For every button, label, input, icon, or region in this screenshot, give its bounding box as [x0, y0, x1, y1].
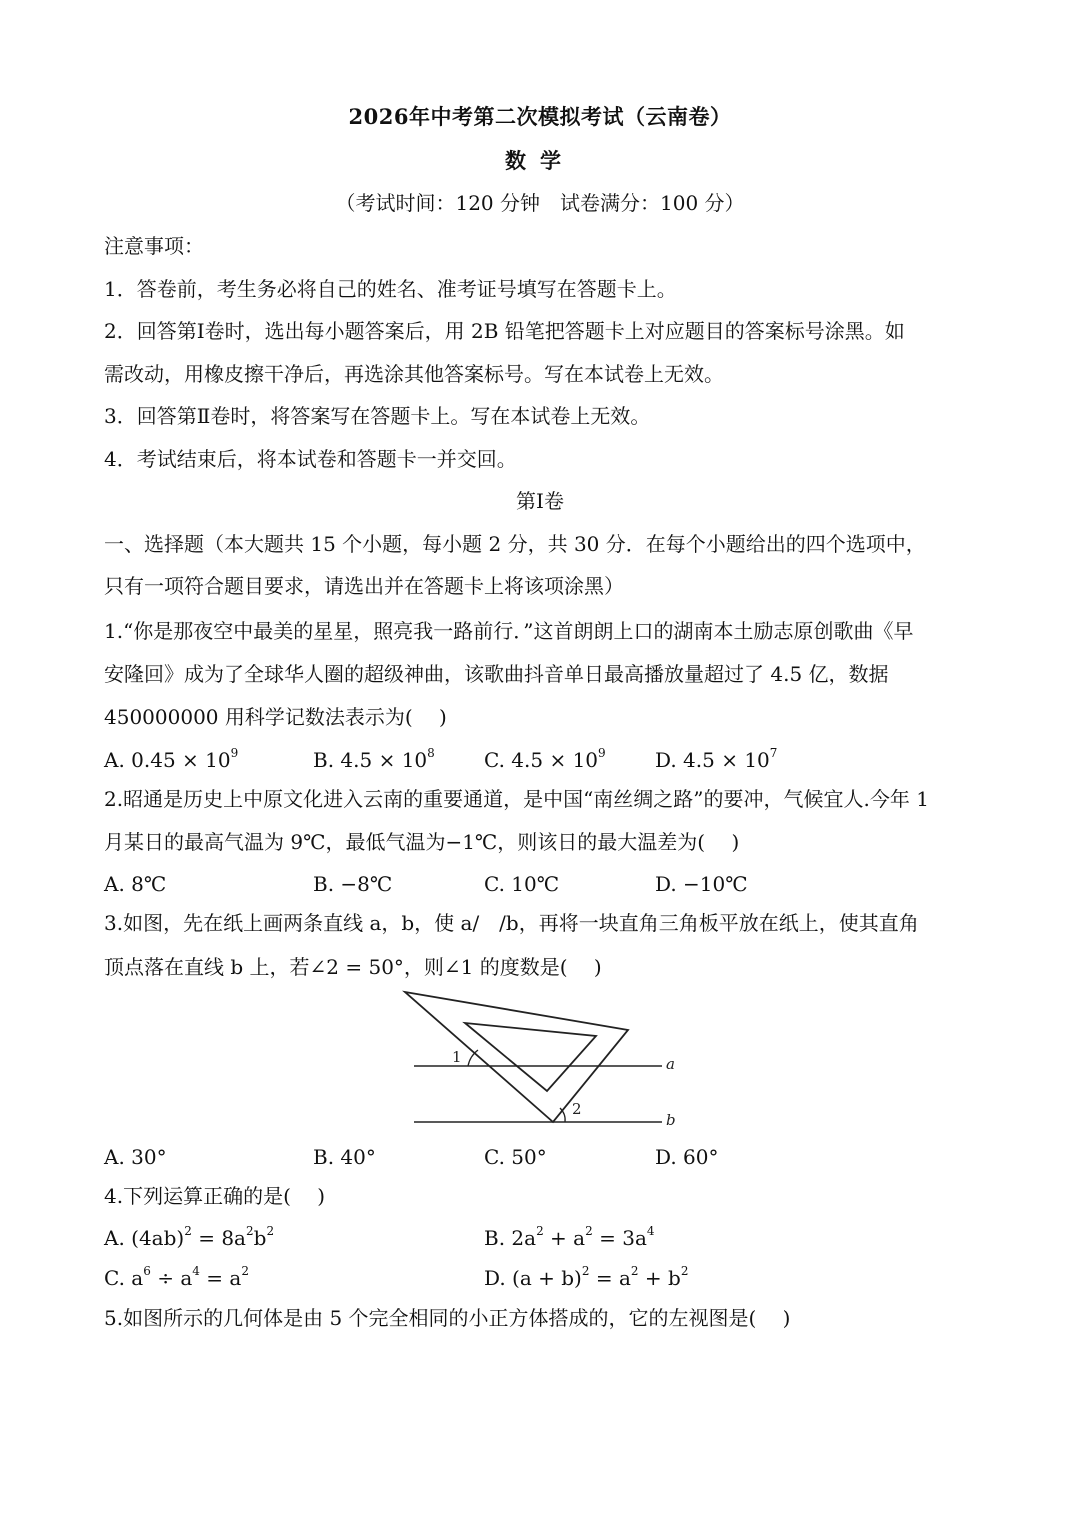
question-3-text: 3.如图，先在纸上画两条直线 a，b，使 a/ /b，再将一块直角三角板平放在纸上，使其直角: [104, 911, 919, 935]
notice-item: 1．答卷前，考生务必将自己的姓名、准考证号填写在答题卡上。: [104, 277, 677, 301]
q3-option-a: A. 30°: [104, 1145, 167, 1169]
notice-item: 3．回答第Ⅱ卷时，将答案写在答题卡上。写在本试卷上无效。: [104, 404, 651, 428]
question-1-text: 1.“你是那夜空中最美的星星，照亮我一路前行．”这首朗朗上口的湖南本土励志原创歌曲《早: [104, 619, 914, 643]
notice-item: 4．考试结束后，将本试卷和答题卡一并交回。: [104, 447, 517, 471]
question-1-text: 450000000 用科学记数法表示为( ): [104, 705, 447, 729]
exam-info: （考试时间：120 分钟 试卷满分：100 分）: [335, 191, 745, 215]
q1-option-c: C. $4.5 \times 10^9$: [484, 746, 606, 772]
q4-option-b: B. $2a^2 + a^2 = 3a^4$: [484, 1224, 655, 1250]
section-instruction: 只有一项符合题目要求，请选出并在答题卡上将该项涂黑）: [104, 574, 624, 598]
angle-2-label: 2: [572, 1100, 582, 1118]
notice-item: 需改动，用橡皮擦干净后，再选涂其他答案标号。写在本试卷上无效。: [104, 362, 724, 386]
q4-option-c: C. $a^6 \div a^4 = a^2$: [104, 1264, 249, 1290]
volume-heading: 第Ⅰ卷: [516, 489, 564, 513]
q2-option-d: D. −10℃: [655, 872, 748, 896]
question-1-text: 安隆回》成为了全球华人圈的超级神曲，该歌曲抖音单日最高播放量超过了 4.5 亿，数据: [104, 662, 889, 686]
line-b-label: b: [666, 1111, 676, 1128]
subject-title: 数学: [505, 148, 575, 173]
q1-option-d: D. $4.5 \times 10^7$: [655, 746, 778, 772]
q2-option-c: C. 10℃: [484, 872, 560, 896]
notice-heading: 注意事项：: [104, 234, 204, 258]
question-2-text: 月某日的最高气温为 9℃，最低气温为−1℃，则该日的最大温差为( ): [104, 830, 740, 854]
question-2-text: 2.昭通是历史上中原文化进入云南的重要通道，是中国“南丝绸之路”的要冲，气候宜人.今年 1: [104, 787, 929, 811]
q2-option-a: A. 8℃: [104, 872, 167, 896]
q3-option-c: C. 50°: [484, 1145, 547, 1169]
q3-option-b: B. 40°: [313, 1145, 376, 1169]
q4-option-a: A. $(4ab)^2 = 8a^2b^2$: [104, 1224, 275, 1250]
angle-1-label: 1: [452, 1048, 462, 1066]
triangle-outer: [405, 992, 628, 1122]
triangle-parallel-lines-figure: [400, 988, 690, 1128]
section-instruction: 一、选择题（本大题共 15 个小题，每小题 2 分，共 30 分．在每个小题给出的四个选项中，: [104, 532, 926, 556]
q1-option-a: A. $0.45 \times 10^9$: [104, 746, 239, 772]
line-a-label: a: [666, 1055, 675, 1073]
q2-option-b: B. −8℃: [313, 872, 393, 896]
question-3-text: 顶点落在直线 b 上，若∠2 = 50°，则∠1 的度数是( ): [104, 955, 602, 979]
question-5-text: 5.如图所示的几何体是由 5 个完全相同的小正方体搭成的，它的左视图是( ): [104, 1306, 791, 1330]
q1-option-b: B. $4.5 \times 10^8$: [313, 746, 435, 772]
question-4-text: 4.下列运算正确的是( ): [104, 1184, 326, 1208]
angle-2-arc: [560, 1108, 565, 1122]
q3-option-d: D. 60°: [655, 1145, 719, 1169]
notice-item: 2．回答第Ⅰ卷时，选出每小题答案后，用 2B 铅笔把答题卡上对应题目的答案标号涂黑。如: [104, 319, 905, 343]
exam-title: 2026年中考第二次模拟考试（云南卷）: [348, 104, 732, 129]
triangle-inner: [465, 1023, 596, 1091]
q4-option-d: D. $(a + b)^2 = a^2 + b^2$: [484, 1264, 689, 1290]
